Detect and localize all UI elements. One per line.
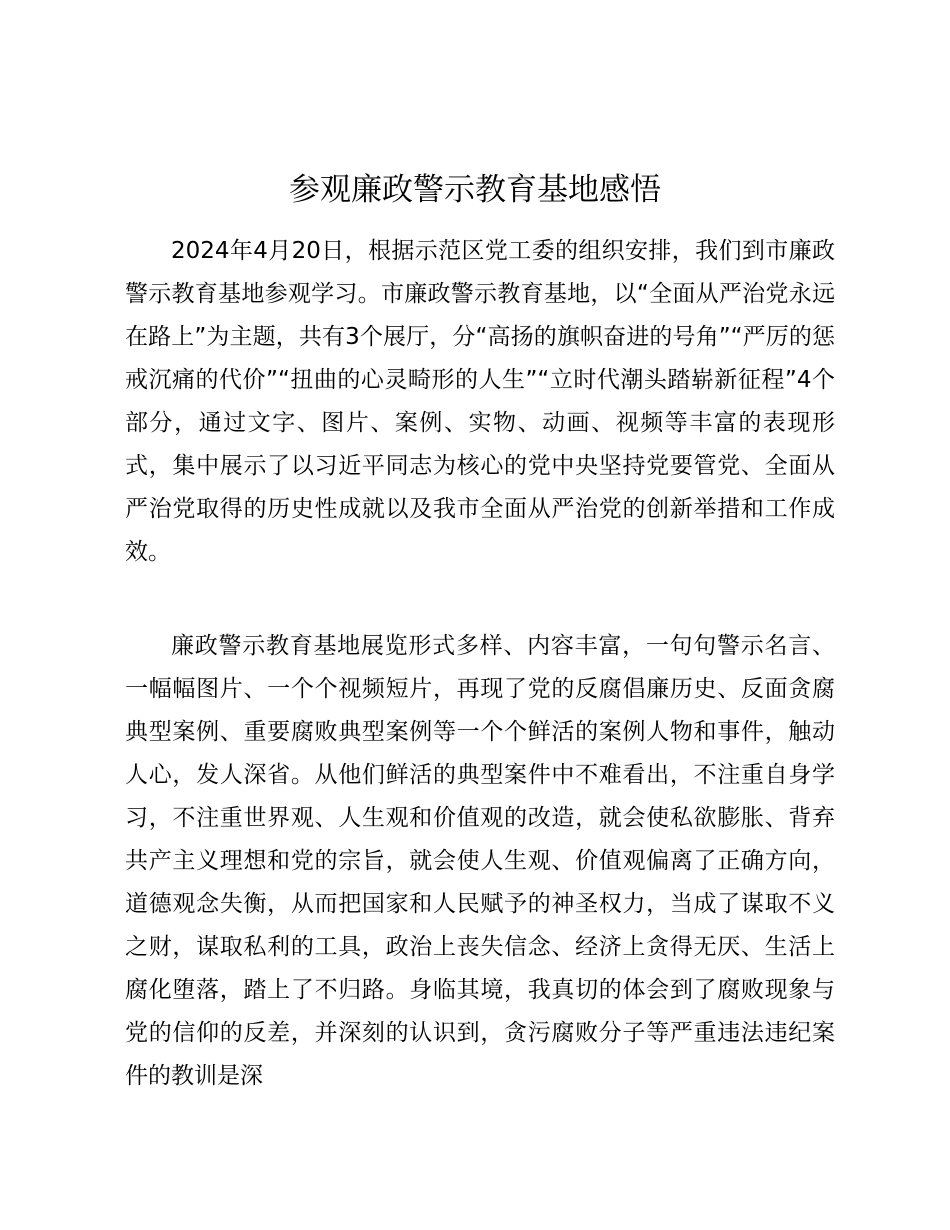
paragraph-reflection: 廉政警示教育基地展览形式多样、内容丰富，一句句警示名言、一幅幅图片、一个个视频短片，再现了党的反腐倡廉历史、反面贪腐典型案例、重要腐败典型案例等一个个鲜活的案例人物和事件，触动人心，发人深省。从他们鲜活的典型案件中不难看出，不注重自身学习，不注重世界观、人生观和价值观的改造，就会使私欲膨胀、背弃共产主义理想和党的宗旨，就会使人生观、价值观偏离了正确方向，道德观念失衡，从而把国家和人民赋予的神圣权力，当成了谋取不义之财，谋取私利的工具，政治上丧失信念、经济上贪得无厌、生活上腐化堕落，踏上了不归路。身临其境，我真切的体会到了腐败现象与党的信仰的反差，并深刻的认识到，贪污腐败分子等严重违法违纪案件的教训是深 [125, 633, 835, 1089]
paragraph-visit-overview: 2024年4月20日，根据示范区党工委的组织安排，我们到市廉政警示教育基地参观学习。市廉政警示教育基地，以“全面从严治党永远在路上”为主题，共有3个展厅，分“高扬的旗帜奋进的号角”“严厉的惩戒沉痛的代价”“扭曲的心灵畸形的人生”“立时代潮头踏崭新征程”4个部分，通过文字、图片、案例、实物、动画、视频等丰富的表现形式，集中展示了以习近平同志为核心的党中央坚持党要管党、全面从严治党取得的历史性成就以及我市全面从严治党的创新举措和工作成效。 [125, 238, 835, 565]
document-title: 参观廉政警示教育基地感悟 [289, 172, 661, 208]
